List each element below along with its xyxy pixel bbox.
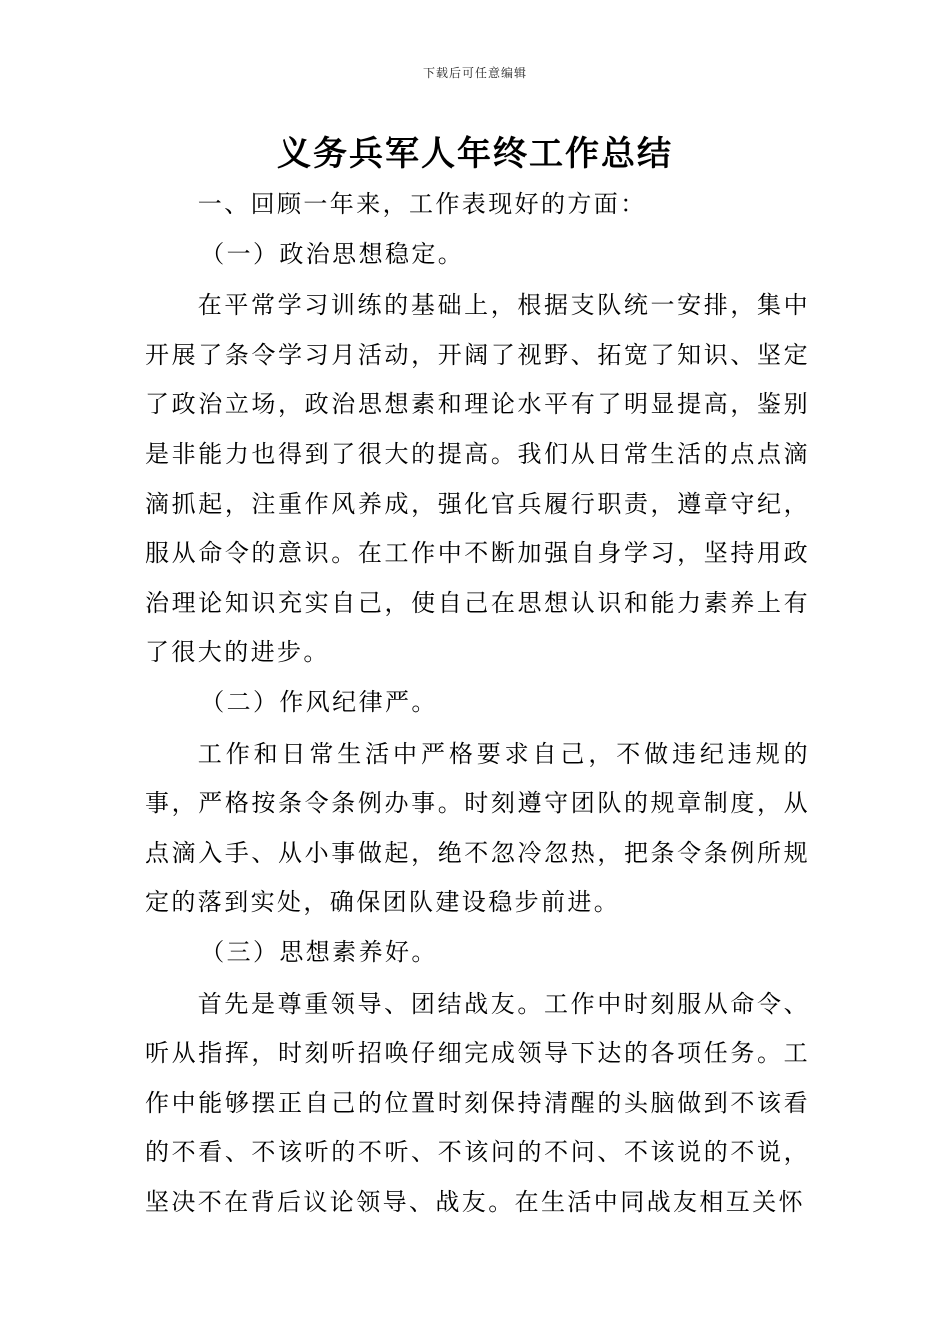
- body-paragraph: 在平常学习训练的基础上，根据支队统一安排，集中开展了条令学习月活动，开阔了视野、拓宽了知识、坚定了政治立场，政治思想素和理论水平有了明显提高，鉴别是非能力也得到了很大的提高。我们从日常生活的点点滴滴抓起，注重作风养成，强化官兵履行职责，遵章守纪，服从命令的意识。在工作中不断加强自身学习，坚持用政治理论知识充实自己，使自己在思想认识和能力素养上有了很大的进步。: [145, 291, 810, 667]
- section-heading: 一、回顾一年来，工作表现好的方面：: [197, 190, 647, 218]
- subsection-heading: （一）政治思想稳定。: [200, 239, 465, 268]
- subsection-heading: （二）作风纪律严。: [200, 687, 438, 716]
- body-paragraph: 工作和日常生活中严格要求自己，不做违纪违规的事，严格按条令条例办事。时刻遵守团队的规章制度，从点滴入手、从小事做起，绝不忽冷忽热，把条令条例所规定的落到实处，确保团队建设稳步前进。: [145, 739, 810, 917]
- document-body: [145, 180, 810, 1227]
- subsection-heading: （三）思想素养好。: [200, 937, 438, 966]
- document-title: 义务兵军人年终工作总结: [277, 134, 673, 174]
- body-paragraph: 首先是尊重领导、团结战友。工作中时刻服从命令、听从指挥，时刻听招唤仔细完成领导下达的各项任务。工作中能够摆正自己的位置时刻保持清醒的头脑做到不该看的不看、不该听的不听、不该问的不问、不该说的不说，坚决不在背后议论领导、战友。在生活中同战友相互关怀: [145, 989, 810, 1216]
- header-note: 下载后可任意编辑: [422, 66, 527, 80]
